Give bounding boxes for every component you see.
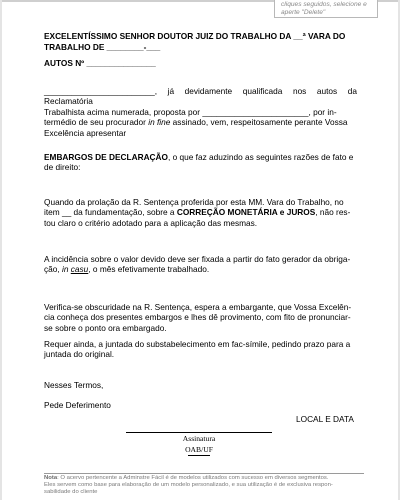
verifica-line-3: se sobre o ponto ora embargado.: [44, 322, 167, 333]
heading-line-2: TRABALHO DE ________-___: [44, 41, 161, 52]
verifica-paragraph: [44, 302, 357, 333]
local-e-data: LOCAL E DATA: [296, 414, 354, 424]
document-heading: [44, 31, 364, 52]
signature-label: Assinatura: [182, 434, 216, 443]
embargos-line-1: [44, 152, 357, 162]
footer-line-1: [44, 475, 370, 482]
intro-line-1: ________________________, já devidamente qualificada nos autos da Reclamatória: [44, 86, 357, 107]
intro-line-3-start: termédio de seu procurador: [44, 117, 149, 128]
in-text: in: [62, 264, 71, 275]
prolacao-paragraph: [44, 197, 357, 228]
requer-paragraph: [44, 339, 357, 360]
verifica-line-2: cia conheça dos presentes embargos e lhes dê provimento, com fito de pronunciar-: [44, 312, 351, 323]
closing-pede-deferimento: Pede Deferimento: [44, 400, 111, 410]
verifica-line-1: Verifica-se obscuridade na R. Sentença, espera a embargante, que Vossa Excelên-: [44, 302, 352, 312]
page-left-border: [0, 0, 2, 500]
instruction-note-line-1: cliques seguidos, selecione e: [281, 1, 367, 8]
instruction-note: [274, 0, 378, 18]
signature-line: [126, 432, 272, 433]
footer-note: [44, 475, 370, 497]
in-fine-text: in fine: [148, 117, 171, 128]
incidencia-line-2-end: , o mês efetivamente trabalhado.: [88, 264, 210, 275]
prolacao-line-1: Quando da prolação da R. Sentença proferida por esta MM. Vara do Trabalho, no: [44, 197, 344, 207]
oab-underline: [188, 455, 210, 456]
embargos-line-1-rest: , o que faz aduzindo as seguintes razões de fato e: [168, 152, 354, 162]
embargos-line-2: de direito:: [44, 162, 81, 173]
footer-line-1-text: : O acervo pertencente a Adminstre Fácil é de modelos utilizados com sucesso em diversos segmentos.: [57, 475, 329, 481]
prolacao-line-3: tou claro o critério adotado para a aplicação das mesmas.: [44, 217, 258, 228]
instruction-note-line-2: aperte "Delete": [281, 9, 326, 16]
heading-line-1: EXCELENTÍSSIMO SENHOR DOUTOR JUIZ DO TRABALHO DA __ª VARA DO: [44, 31, 346, 41]
intro-line-2: Trabalhista acima numerada, proposta por _______________________, por in-: [44, 106, 337, 117]
casu-text: casu: [70, 264, 89, 275]
intro-paragraph: [44, 86, 357, 138]
footer-divider: [44, 473, 364, 474]
closing-nesses-termos: Nesses Termos,: [44, 380, 104, 390]
case-number: AUTOS Nº _______________: [44, 58, 156, 68]
correcao-monetaria-text: CORREÇÃO MONETÁRIA e JUROS: [176, 207, 316, 218]
footer-line-2: Eles servem como base para elaboração de um modelo personalizado, e sua utilização é de exclusiva respon-: [44, 482, 333, 489]
requer-line-2: juntada do original.: [44, 349, 115, 360]
intro-line-3-end: assinado, vem, respeitosamente perante Vossa: [170, 117, 348, 128]
incidencia-line-2: [44, 264, 357, 274]
prolacao-line-2: [44, 207, 357, 217]
prolacao-line-2-start: item __ da fundamentação, sobre a: [44, 207, 177, 218]
intro-line-3: [44, 117, 357, 127]
oab-label: OAB/UF: [185, 445, 213, 454]
footer-line-3: sabilidade do cliente: [44, 489, 98, 496]
footer-label: Nota: [44, 475, 58, 481]
incidencia-line-1: A incidência sobre o valor devido deve ser fixada a partir do fato gerador da obriga-: [44, 254, 351, 264]
embargos-title: EMBARGOS DE DECLARAÇÃO: [44, 152, 168, 162]
intro-line-4: Excelência apresentar: [44, 127, 127, 138]
incidencia-line-2-start: ção,: [44, 264, 62, 275]
requer-line-1: Requer ainda, a juntada do substabelecimento em fac-símile, pedindo prazo para a: [44, 339, 351, 349]
incidencia-paragraph: [44, 254, 357, 275]
prolacao-line-2-end: , não res-: [315, 207, 351, 218]
embargos-paragraph: [44, 152, 357, 173]
